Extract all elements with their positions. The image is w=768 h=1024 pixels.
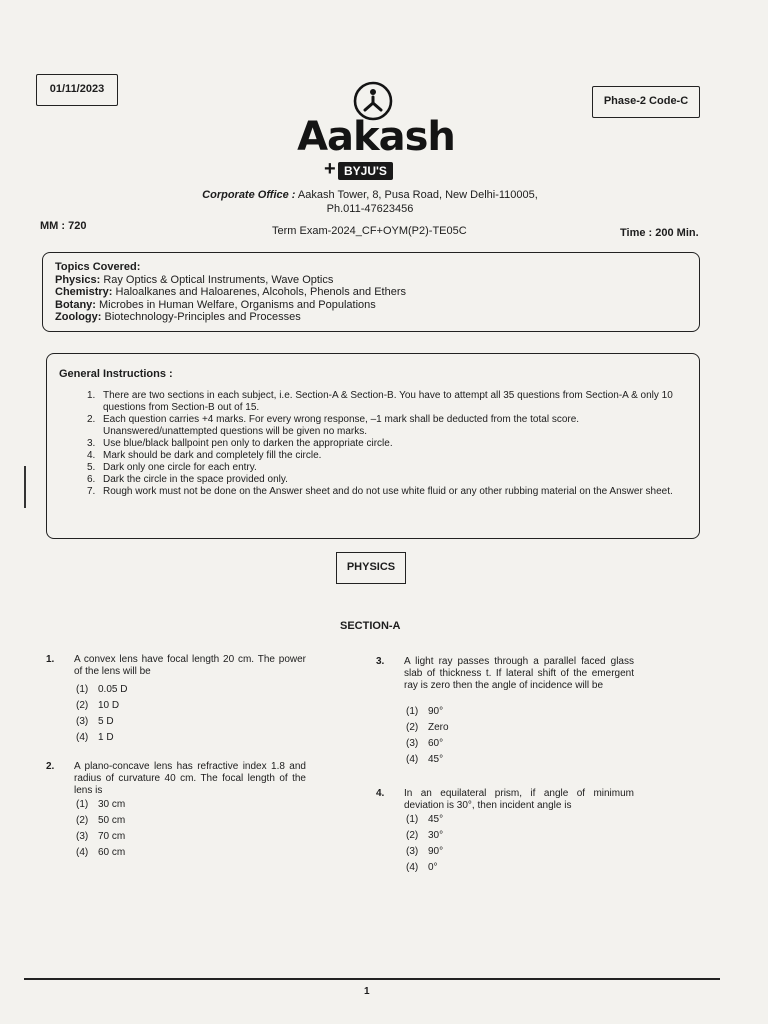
topic-subject: Physics: bbox=[55, 273, 101, 286]
option-1: (1) 30 cm bbox=[76, 799, 126, 810]
option-4: (4) 45° bbox=[406, 754, 444, 765]
question-3 bbox=[376, 656, 638, 772]
option-1: (1) 0.05 D bbox=[76, 684, 128, 695]
office-address: Aakash Tower, 8, Pusa Road, New Delhi-110005, bbox=[297, 189, 538, 201]
options-list bbox=[406, 704, 449, 768]
option-2: (2) Zero bbox=[406, 722, 449, 733]
instruction-item: 5. Dark only one circle for each entry. bbox=[87, 462, 257, 473]
topic-text: Biotechnology-Principles and Processes bbox=[104, 311, 301, 323]
instruction-text: Each question carries +4 marks. For every wrong response, –1 mark shall be deducted from the total score. Unanswered/unattempted questions will be given no marks. bbox=[103, 414, 580, 437]
question-2 bbox=[46, 761, 308, 865]
date-box: 01/11/2023 bbox=[36, 74, 118, 106]
instruction-text: Mark should be dark and completely fill the circle. bbox=[103, 450, 322, 461]
option-4: (4) 1 D bbox=[76, 732, 114, 743]
footer-divider bbox=[24, 978, 720, 980]
office-label: Corporate Office : bbox=[202, 189, 296, 201]
instruction-text: Use blue/black ballpoint pen only to darken the appropriate circle. bbox=[103, 438, 393, 449]
paper-code-box: Phase-2 Code-C bbox=[592, 86, 700, 118]
byjus-logo-text: BYJU'S bbox=[338, 162, 393, 180]
topics-covered-box bbox=[42, 252, 700, 332]
question-stem: In an equilateral prism, if angle of minimum deviation is 30°, then incident angle is bbox=[404, 788, 634, 811]
topic-row-chemistry bbox=[55, 286, 687, 299]
exam-name: Term Exam-2024_CF+OYM(P2)-TE05C bbox=[272, 225, 467, 237]
instruction-text: Dark the circle in the space provided only. bbox=[103, 474, 288, 485]
instruction-item: 1. There are two sections in each subject, i.e. Section-A & Section-B. You have to attempt all 35 questions from Section-A & only 10 questions from Section-B out of 15. bbox=[87, 390, 673, 413]
instruction-item: 3. Use blue/black ballpoint pen only to darken the appropriate circle. bbox=[87, 438, 393, 449]
corporate-office-block bbox=[170, 188, 570, 216]
option-4: (4) 0° bbox=[406, 862, 438, 873]
question-stem: A light ray passes through a parallel faced glass slab of thickness t. If lateral shift of the emergent ray is zero then the angle of incidence will be bbox=[404, 656, 634, 691]
option-3: (3) 5 D bbox=[76, 716, 114, 727]
option-3: (3) 90° bbox=[406, 846, 444, 857]
options-list bbox=[76, 797, 125, 861]
margin-pen-mark bbox=[24, 466, 26, 508]
question-number: 1. bbox=[46, 654, 55, 665]
aakash-logo-text: Aakash bbox=[297, 114, 455, 160]
logo-plus-icon: + bbox=[324, 158, 336, 180]
office-phone: Ph.011-47623456 bbox=[326, 203, 414, 215]
topic-row-botany bbox=[55, 299, 687, 312]
question-stem: A convex lens have focal length 20 cm. The power of the lens will be bbox=[74, 654, 306, 677]
topic-text: Ray Optics & Optical Instruments, Wave Optics bbox=[103, 273, 334, 286]
option-1: (1) 90° bbox=[406, 706, 444, 717]
exam-time: Time : 200 Min. bbox=[620, 227, 699, 239]
option-4: (4) 60 cm bbox=[76, 847, 126, 858]
question-number: 4. bbox=[376, 788, 385, 799]
option-2: (2) 30° bbox=[406, 830, 444, 841]
topic-text: Microbes in Human Welfare, Organisms and Populations bbox=[99, 298, 376, 311]
question-stem: A plano-concave lens has refractive index 1.8 and radius of curvature 40 cm. The focal length of the lens is bbox=[74, 761, 306, 796]
topic-subject: Chemistry: bbox=[55, 286, 113, 298]
question-number: 3. bbox=[376, 656, 385, 667]
topic-text: Haloalkanes and Haloarenes, Alcohols, Phenols and Ethers bbox=[115, 286, 406, 298]
option-2: (2) 50 cm bbox=[76, 815, 126, 826]
instruction-item: 7. Rough work must not be done on the Answer sheet and do not use white fluid or any other rubbing material on the Answer sheet. bbox=[87, 486, 673, 497]
question-number: 2. bbox=[46, 761, 55, 772]
topics-heading: Topics Covered: bbox=[55, 261, 141, 273]
topic-row-physics bbox=[55, 274, 687, 287]
instruction-item: 4. Mark should be dark and completely fill the circle. bbox=[87, 450, 322, 461]
topic-row-zoology bbox=[55, 311, 687, 324]
option-3: (3) 60° bbox=[406, 738, 444, 749]
instructions-list bbox=[59, 390, 687, 498]
section-a-title: SECTION-A bbox=[340, 620, 401, 632]
option-3: (3) 70 cm bbox=[76, 831, 126, 842]
options-list bbox=[76, 682, 127, 746]
option-1: (1) 45° bbox=[406, 814, 444, 825]
page-number: 1 bbox=[364, 986, 370, 997]
options-list bbox=[406, 812, 443, 876]
question-4 bbox=[376, 788, 638, 880]
instruction-text: Dark only one circle for each entry. bbox=[103, 462, 257, 473]
instruction-item: 6. Dark the circle in the space provided only. bbox=[87, 474, 288, 485]
instruction-item: 2. Each question carries +4 marks. For every wrong response, –1 mark shall be deducted from the total score. Unanswered/unattempted questions will be given no marks. bbox=[87, 414, 580, 437]
option-2: (2) 10 D bbox=[76, 700, 120, 711]
instructions-title: General Instructions : bbox=[59, 368, 173, 380]
question-1 bbox=[46, 654, 308, 744]
general-instructions-box bbox=[46, 353, 700, 539]
instruction-text: Rough work must not be done on the Answer sheet and do not use white fluid or any other rubbing material on the Answer sheet. bbox=[103, 486, 673, 497]
physics-subject-box: PHYSICS bbox=[336, 552, 406, 584]
topic-subject: Zoology: bbox=[55, 311, 102, 323]
instruction-text: There are two sections in each subject, i.e. Section-A & Section-B. You have to attempt all 35 questions from Section-A & only 10 questions from Section-B out of 15. bbox=[103, 390, 673, 413]
max-marks: MM : 720 bbox=[40, 220, 87, 232]
topic-subject: Botany: bbox=[55, 298, 96, 311]
